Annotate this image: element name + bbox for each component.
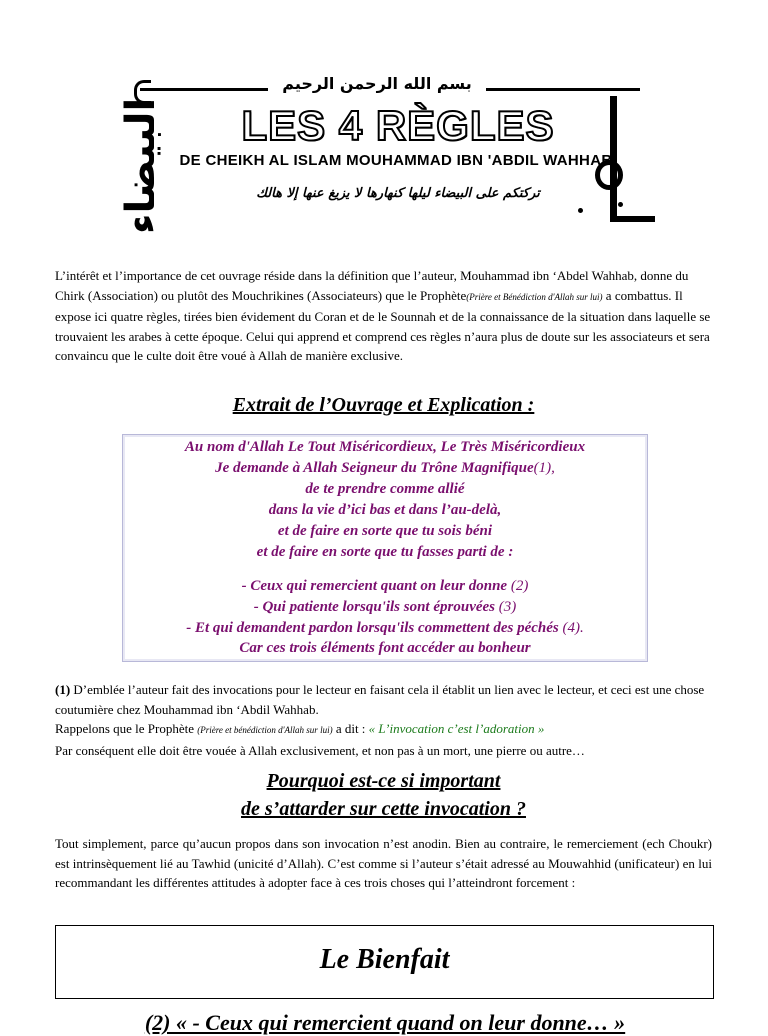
invocation-line [123,578,647,595]
footnote-ref: (1), [533,460,555,476]
invocation-text: - Et qui demandent pardon lorsqu'ils commettent des péchés [186,620,559,636]
footnote-ref: (4). [558,620,584,636]
hadith-quote: « L’invocation c’est l’adoration » [368,721,545,736]
invocation-text: - Qui patiente lorsqu'ils sont éprouvées [253,599,496,615]
intro-paragraph [55,266,712,366]
notes-text: Rappelons que le Prophète [55,721,198,736]
intro-text: L’intérêt et l’importance de cet ouvrage réside dans la définition que l’auteur, Mouhammad ibn ‘Abdel Wahhab, donne du Chirk (Association) ou plutôt des Mouchrikines (Associateurs) que le Prophète [55,268,689,303]
notes-paragraph [55,680,712,760]
honorific: (Prière et bénédiction d'Allah sur lui) [197,725,333,735]
invocation-box [122,434,648,662]
calligraphy-dot [578,208,583,213]
invocation-line: et de faire en sorte que tu fasses parti de : [256,544,514,560]
invocation-line: dans la vie d’ici bas et dans l’au-delà, [268,502,502,518]
invocation-line: Au nom d'Allah Le Tout Miséricordieux, Le Très Miséricordieux [184,439,586,455]
notes-text: Par conséquent elle doit être vouée à Allah exclusivement, et non pas à un mort, une pierre ou autre… [55,742,585,758]
invocation-text: - Ceux qui remercient quant on leur donne [241,578,508,594]
header-banner [118,68,648,235]
heading-line: Pourquoi est-ce si important [266,770,501,792]
cut-off-heading: (2) « - Ceux qui remercient quand on leur donne… » [144,1010,626,1035]
invocation-line: et de faire en sorte que tu sois béni [277,523,493,539]
notes-text: a dit : [332,721,369,736]
document-title: LES 4 RÈGLES [241,102,555,149]
section-heading [55,767,712,823]
invocation-line [123,620,647,637]
bienfait-box [55,925,714,999]
footnote-ref: (2) [507,578,529,594]
footnote-marker: (1) [55,682,71,697]
invocation-line [123,599,647,616]
invocation-line: de te prendre comme allié [305,481,465,497]
invocation-line [123,460,647,477]
section-heading: Extrait de l’Ouvrage et Explication : [232,394,535,416]
heading-line: de s’attarder sur cette invocation ? [241,798,526,820]
calligraphy-word: البيضاء [118,98,164,235]
invocation-line: Car ces trois éléments font accéder au bonheur [239,640,531,656]
document-subtitle: DE CHEIKH AL ISLAM MOUHAMMAD IBN 'ABDIL WAHHAB [179,152,613,169]
calligraphy-dot [618,202,623,207]
box-title: Le Bienfait [319,944,450,975]
invocation-text: Je demande à Allah Seigneur du Trône Magnifique [215,460,534,476]
notes-text: D’emblée l’auteur fait des invocations pour le lecteur en faisant cela il établit un lien avec le lecteur, et ceci est une chose coutumière chez Mouhammad ibn ‘Abdil Wahhab. [55,682,705,717]
honorific: (Prière et Bénédiction d'Allah sur lui) [466,291,603,302]
footnote-ref: (3) [495,599,517,615]
explanation-paragraph: Tout simplement, parce qu’aucun propos dans son invocation n’est anodin. Bien au contraire, le remerciement (ech Choukr) est intrinsèquement lié au Tawhid (unicité d’Allah). C’est comme si l’auteur s’était adressé au Mouwahhid (unificateur) en lui recommandant les différentes attitudes à adopter face à ces trois choses qui l’atteindront forcement : [55,836,712,890]
intro-text: a combattus. Il expose ici quatre règles, tirées bien évidement du Coran et de le Sounnah et de la connaissance de la situation dans laquelle se trouvaient les arabes à cette époque. Celui qui apprend et comprend ces règles n’aura plus de doute sur les associateurs et sera convaincu que le culte doit être voué à Allah de manière exclusive. [55,287,711,363]
basmala: بسم الله الرحمن الرحيم [268,74,486,93]
arabic-tagline: تركتكم على البيضاء ليلها كنهارها لا يزيغ عنها إلا هالك [256,186,540,201]
